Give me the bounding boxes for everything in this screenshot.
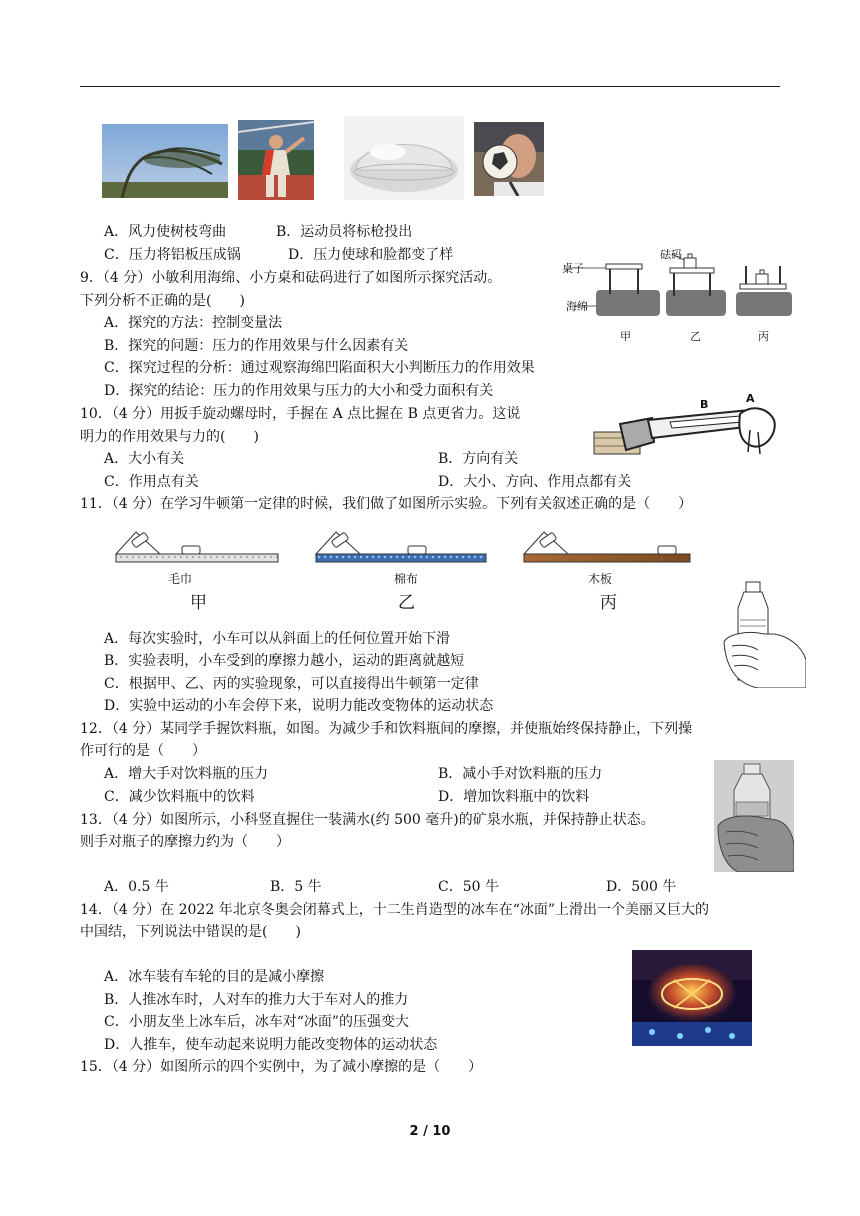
q11-option-a: A．每次实验时，小车可以从斜面上的任何位置开始下滑 — [104, 631, 451, 647]
label-towel: 毛巾 — [168, 572, 193, 586]
bottle-in-hand-image — [718, 580, 806, 688]
q13-option-b: B．5 牛 — [270, 879, 322, 895]
q9-stem-line2: 下列分析不正确的是( ) — [80, 293, 245, 309]
label-bing: 丙 — [758, 330, 769, 343]
q8-option-c: C．压力将铝板压成锅 — [104, 247, 241, 263]
q12-option-a: A．增大手对饮料瓶的压力 — [104, 766, 269, 782]
q10-stem-line2: 明力的作用效果与力的( ) — [80, 429, 259, 445]
q12-stem-line1: 12．（4 分）某同学手握饮料瓶，如图。为减少手和饮料瓶间的摩擦，并使瓶始终保持静止，下列操 — [80, 721, 693, 737]
q13-option-a: A．0.5 牛 — [104, 879, 169, 895]
q12-option-d: D．增加饮料瓶中的饮料 — [438, 789, 590, 805]
q9-option-b: B．探究的问题：压力的作用效果与什么因素有关 — [104, 338, 409, 354]
wrench-figure — [590, 390, 790, 468]
q13-stem-line1: 13．（4 分）如图所示，小科竖直握住一装满水(约 500 毫升)的矿泉水瓶，并保持静止状态。 — [80, 812, 655, 828]
label-sponge: 海绵 — [566, 300, 588, 313]
q10-option-b: B．方向有关 — [438, 451, 519, 467]
label-table: 桌子 — [562, 262, 584, 275]
label-weight: 砝码 — [660, 248, 682, 261]
mineral-water-bottle-photo — [714, 760, 794, 872]
q11-stem-line1: 11．（4 分）在学习牛顿第一定律的时候，我们做了如图所示实验。下列有关叙述正确的是（ ） — [80, 496, 693, 512]
label-jia: 甲 — [190, 593, 207, 613]
q15-stem-line1: 15．（4 分）如图所示的四个实例中，为了减小摩擦的是（ ） — [80, 1059, 483, 1075]
q11-option-c: C．根据甲、乙、丙的实验现象，可以直接得出牛顿第一定律 — [104, 676, 479, 692]
ball-face-photo — [474, 122, 544, 196]
label-jia: 甲 — [620, 330, 631, 343]
label-bing: 丙 — [600, 593, 617, 613]
page-number: 2 / 10 — [409, 1124, 451, 1139]
q8-option-a: A．风力使树枝弯曲 — [104, 224, 227, 240]
q10-option-c: C．作用点有关 — [104, 474, 199, 490]
q12-stem-line2: 作可行的是（ ） — [80, 743, 206, 759]
q9-stem-line1: 9．（4 分）小敏利用海绵、小方桌和砝码进行了如图所示探究活动。 — [80, 270, 502, 286]
q13-stem-line2: 则手对瓶子的摩擦力约为（ ） — [80, 834, 290, 850]
q10-stem-line1: 10．（4 分）用扳手旋动螺母时，手握在 A 点比握在 B 点更省力。这说 — [80, 406, 521, 422]
label-cotton: 棉布 — [394, 572, 419, 586]
q14-option-c: C．小朋友坐上冰车后，冰车对“冰面”的压强变大 — [104, 1014, 410, 1030]
q12-option-c: C．减少饮料瓶中的饮料 — [104, 789, 255, 805]
q8-option-b: B．运动员将标枪投出 — [276, 224, 413, 240]
label-yi: 乙 — [690, 330, 701, 343]
aluminum-pot-photo — [344, 116, 464, 200]
chinese-knot-ceremony-photo — [632, 950, 752, 1046]
javelin-athlete-photo — [238, 120, 314, 200]
q14-option-b: B．人推冰车时，人对车的推力大于车对人的推力 — [104, 992, 409, 1008]
q14-option-a: A．冰车装有车轮的目的是减小摩擦 — [104, 969, 325, 985]
q13-option-c: C．50 牛 — [438, 879, 499, 895]
q8-option-d: D．压力使球和脸都变了样 — [288, 247, 454, 263]
ramps-figure — [112, 524, 702, 614]
label-yi: 乙 — [398, 593, 415, 613]
sponge-table-figure — [560, 246, 800, 346]
q13-option-d: D．500 牛 — [606, 879, 677, 895]
q9-option-a: A．探究的方法：控制变量法 — [104, 315, 283, 331]
q9-option-c: C．探究过程的分析：通过观察海绵凹陷面积大小判断压力的作用效果 — [104, 360, 535, 376]
label-point-b: B — [700, 398, 709, 411]
q11-option-d: D．实验中运动的小车会停下来，说明力能改变物体的运动状态 — [104, 698, 494, 714]
label-wood: 木板 — [588, 572, 613, 586]
q10-option-a: A．大小有关 — [104, 451, 185, 467]
q10-option-d: D．大小、方向、作用点都有关 — [438, 474, 632, 490]
header-rule — [80, 86, 780, 87]
q14-stem-line1: 14．（4 分）在 2022 年北京冬奥会闭幕式上，十二生肖造型的冰车在“冰面”上滑出一个美丽又巨大的 — [80, 902, 710, 918]
q12-option-b: B．减小手对饮料瓶的压力 — [438, 766, 603, 782]
q9-option-d: D．探究的结论：压力的作用效果与压力的大小和受力面积有关 — [104, 383, 494, 399]
tree-bending-photo — [102, 124, 228, 198]
label-point-a: A — [746, 392, 755, 405]
q14-option-d: D．人推车，使车动起来说明力能改变物体的运动状态 — [104, 1037, 438, 1053]
q11-option-b: B．实验表明，小车受到的摩擦力越小，运动的距离就越短 — [104, 653, 465, 669]
q14-stem-line2: 中国结，下列说法中错误的是( ) — [80, 924, 301, 940]
